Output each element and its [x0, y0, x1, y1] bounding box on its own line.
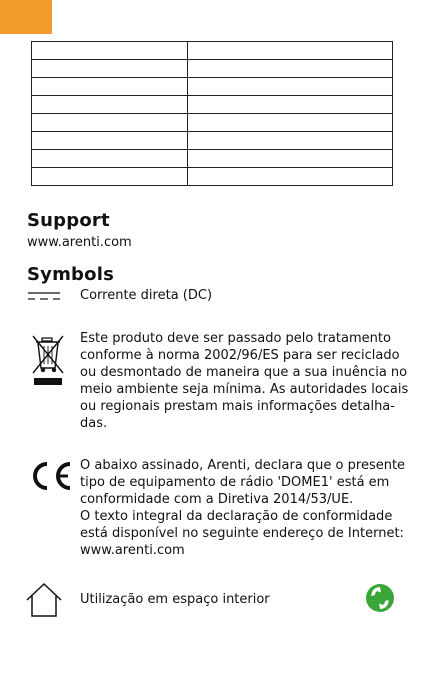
table-row: [32, 168, 393, 186]
table-cell: [188, 132, 393, 150]
weee-line: ou desmontado de maneira que a sua inuência no: [80, 365, 408, 380]
ce-line: conformidade com a Diretiva 2014/53/UE.: [80, 492, 354, 507]
table-cell: [32, 78, 188, 96]
ce-line: O texto integral da declaração de conformidade: [80, 509, 393, 524]
table-cell: [32, 168, 188, 186]
table-cell: [188, 42, 393, 60]
table-cell: [32, 96, 188, 114]
table-cell: [188, 96, 393, 114]
symbols-heading: Symbols: [27, 264, 114, 285]
dc-label: Corrente direta (DC): [80, 288, 213, 303]
ce-text: [80, 457, 406, 559]
dc-symbol-icon: [27, 290, 61, 302]
ce-line: O abaixo assinado, Arenti, declara que o presente: [80, 458, 406, 473]
ce-mark-icon: [27, 461, 73, 491]
green-dot-icon: [365, 583, 395, 613]
table-cell: [32, 114, 188, 132]
table-cell: [32, 42, 188, 60]
table-cell: [32, 150, 188, 168]
table-cell: [188, 114, 393, 132]
table-row: [32, 132, 393, 150]
table-cell: [32, 132, 188, 150]
table-cell: [188, 168, 393, 186]
house-icon: [25, 582, 63, 618]
weee-line: das.: [80, 416, 108, 431]
table-cell: [32, 60, 188, 78]
indoor-label: Utilização em espaço interior: [80, 592, 270, 607]
table-row: [32, 78, 393, 96]
section-tab: [0, 0, 52, 34]
weee-line: conforme à norma 2002/96/ES para ser reciclado: [80, 348, 400, 363]
support-heading: Support: [27, 210, 110, 231]
table-cell: [188, 60, 393, 78]
weee-text: [80, 330, 409, 432]
weee-line: ou regionais prestam mais informações detalha-: [80, 399, 395, 414]
table-row: [32, 96, 393, 114]
table-row: [32, 150, 393, 168]
support-url[interactable]: www.arenti.com: [27, 235, 132, 250]
ce-line[interactable]: www.arenti.com: [80, 543, 185, 558]
weee-line: meio ambiente seja mínima. As autoridades locais: [80, 382, 409, 397]
ce-line: tipo de equipamento de rádio 'DOME1' está em: [80, 475, 390, 490]
weee-line: Este produto deve ser passado pelo tratamento: [80, 331, 391, 346]
table-cell: [188, 78, 393, 96]
ce-line: está disponível no seguinte endereço de Internet:: [80, 526, 404, 541]
crossed-bin-icon: [30, 332, 66, 386]
table-row: [32, 114, 393, 132]
table-cell: [188, 150, 393, 168]
table-row: [32, 60, 393, 78]
spec-table: [31, 41, 393, 186]
table-row: [32, 42, 393, 60]
